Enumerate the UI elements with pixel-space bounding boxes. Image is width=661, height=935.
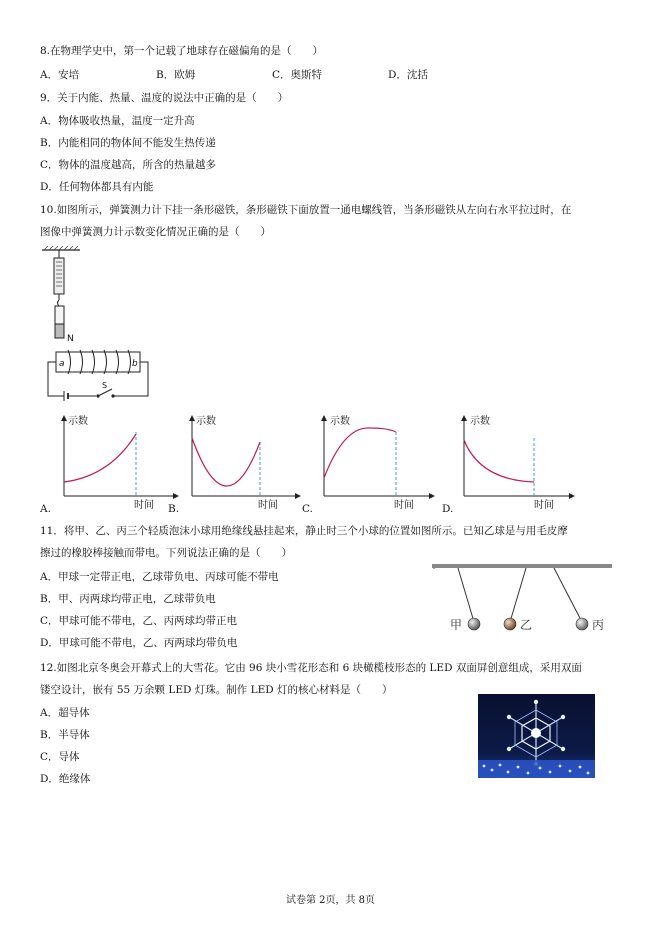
q12-stem-line2: 镂空设计，嵌有 55 万余颗 LED 灯珠。制作 LED 灯的核心材料是（ ） xyxy=(40,684,393,696)
q8-stem: 8.在物理学史中，第一个记载了地球存在磁偏角的是（ ） xyxy=(40,45,324,57)
q9-option-a: A．物体吸收热量，温度一定升高 xyxy=(40,115,195,127)
q12-option-a: A．超导体 xyxy=(40,707,90,719)
q10-graph-option-b: B. xyxy=(168,503,180,515)
q11-ball-jia xyxy=(468,618,480,630)
q11-ball-label-yi: 乙 xyxy=(520,618,533,632)
q10-label-a: a xyxy=(59,359,65,369)
q11-ball-label-bing: 丙 xyxy=(592,618,605,632)
q9-option-d: D．任何物体都具有内能 xyxy=(40,181,154,193)
q12-option-b: B．半导体 xyxy=(40,729,90,741)
q10-graph-c-xlabel: 时间 xyxy=(394,500,414,511)
q11-option-b: B．甲、丙两球均带正电，乙球带负电 xyxy=(40,593,216,605)
q12-option-d: D．绝缘体 xyxy=(40,773,91,785)
q10-apparatus-figure xyxy=(40,246,152,404)
q11-option-a: A．甲球一定带正电，乙球带负电、丙球可能不带电 xyxy=(40,571,279,583)
q10-graph-c-ylabel: 示数 xyxy=(330,416,350,427)
q12-stem-line1: 12.如图北京冬奥会开幕式上的大雪花。它由 96 块小雪花形态和 6 块橄榄枝形态的 LED 双面屏创意组成，采用双面 xyxy=(40,662,582,674)
q10-graph-a xyxy=(40,412,180,516)
q10-graph-a-curve xyxy=(64,434,136,482)
q10-stem-line1: 10.如图所示，弹簧测力计下挂一条形磁铁，条形磁铁下面放置一通电螺线管，当条形磁铁从左向右水平拉过时，在 xyxy=(40,204,572,216)
q9-stem: 9．关于内能、热量、温度的说法中正确的是（ ） xyxy=(40,92,289,104)
q8-option-d: D．沈括 xyxy=(388,69,428,81)
q10-graph-d-xlabel: 时间 xyxy=(534,500,554,511)
q10-graph-option-c: C. xyxy=(302,503,313,515)
q10-graph-c-curve xyxy=(324,428,396,478)
q12-snowflake-photo xyxy=(478,694,595,778)
q11-option-d: D．甲球可能不带电，乙、丙两球均带负电 xyxy=(40,637,238,649)
q10-graph-a-ylabel: 示数 xyxy=(68,416,88,427)
q8-option-a: A．安培 xyxy=(40,69,80,81)
q10-stem-line2: 图像中弹簧测力计示数变化情况正确的是（ ） xyxy=(40,226,271,238)
q11-ball-yi xyxy=(504,618,516,630)
q10-graph-c xyxy=(300,412,440,516)
q11-stem-line2: 擦过的橡胶棒接触而带电。下列说法正确的是（ ） xyxy=(40,547,292,559)
q11-pendulum-figure xyxy=(430,560,616,640)
q10-graph-b-xlabel: 时间 xyxy=(258,500,278,511)
q9-option-b: B．内能相同的物体间不能发生热传递 xyxy=(40,137,216,149)
q10-label-s: S xyxy=(102,381,108,390)
q10-graph-b-curve xyxy=(192,438,260,486)
q10-graph-d xyxy=(440,412,580,516)
q11-ball-label-jia: 甲 xyxy=(450,618,463,632)
q9-option-c: C．物体的温度越高，所含的热量越多 xyxy=(40,159,217,171)
q12-option-c: C．导体 xyxy=(40,751,80,763)
q10-graph-b-ylabel: 示数 xyxy=(196,416,216,427)
q10-graph-b xyxy=(168,412,308,516)
q10-label-n: N xyxy=(67,334,74,344)
q10-graph-d-curve xyxy=(464,440,534,482)
q10-graph-d-ylabel: 示数 xyxy=(470,416,490,427)
page-footer: 试卷第 2页，共 8页 xyxy=(285,895,376,906)
q11-ball-bing xyxy=(576,618,588,630)
q11-option-c: C．甲球可能不带电，乙、丙两球均带正电 xyxy=(40,615,238,627)
q10-graph-option-d: D. xyxy=(442,503,454,515)
q8-option-b: B．欧姆 xyxy=(156,69,196,81)
q8-option-c: C．奥斯特 xyxy=(272,69,323,81)
q11-stem-line1: 11．将甲、乙、丙三个轻质泡沫小球用绝缘线悬挂起来，静止时三个小球的位置如图所示。已知乙球是与用毛皮摩 xyxy=(40,525,568,537)
q10-graph-a-xlabel: 时间 xyxy=(134,500,154,511)
q10-label-b: b xyxy=(132,359,138,369)
q10-graph-option-a: A. xyxy=(40,503,51,515)
